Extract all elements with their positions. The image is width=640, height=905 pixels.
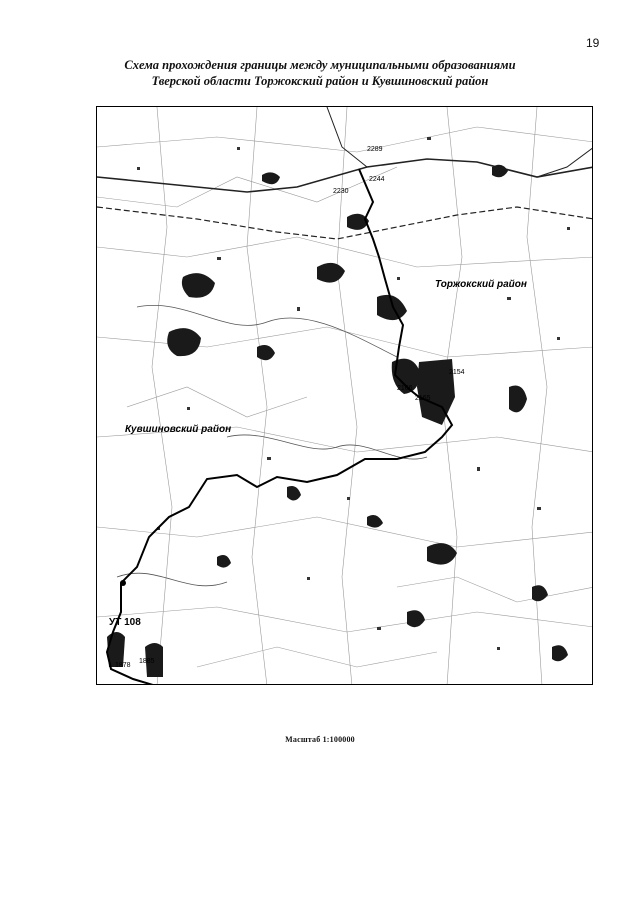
- map-marker-2289: 2289: [367, 146, 383, 153]
- map-marker-2166: 2166: [397, 385, 413, 392]
- map-marker-1878: 1878: [115, 662, 131, 669]
- map-title-line-2: Тверской области Торжокский район и Кувшиновский район: [151, 74, 489, 88]
- map-marker-2165: 2165: [415, 395, 431, 402]
- map-marker-1885: 1885: [139, 658, 155, 665]
- map-title-line-1: Схема прохождения границы между муниципальными образованиями: [124, 58, 516, 72]
- boundary-point-marker[interactable]: [120, 580, 126, 586]
- forest-patches: [107, 165, 568, 677]
- map-canvas[interactable]: [97, 107, 593, 685]
- map-marker-2244: 2244: [369, 176, 385, 183]
- map-frame[interactable]: [96, 106, 593, 685]
- map-marker-2154: 2154: [449, 369, 465, 376]
- map-scale-caption: Масштаб 1:100000: [285, 735, 355, 744]
- map-marker-2230: 2230: [333, 188, 349, 195]
- railway-lines: [97, 107, 593, 239]
- page-number: 19: [586, 36, 600, 50]
- settlements: [137, 137, 570, 650]
- kuvshinovo-district-label: Кувшиновский район: [125, 424, 232, 435]
- boundary-point-label: УТ 108: [109, 617, 141, 628]
- torzhok-district-label: Торжокский район: [435, 279, 527, 290]
